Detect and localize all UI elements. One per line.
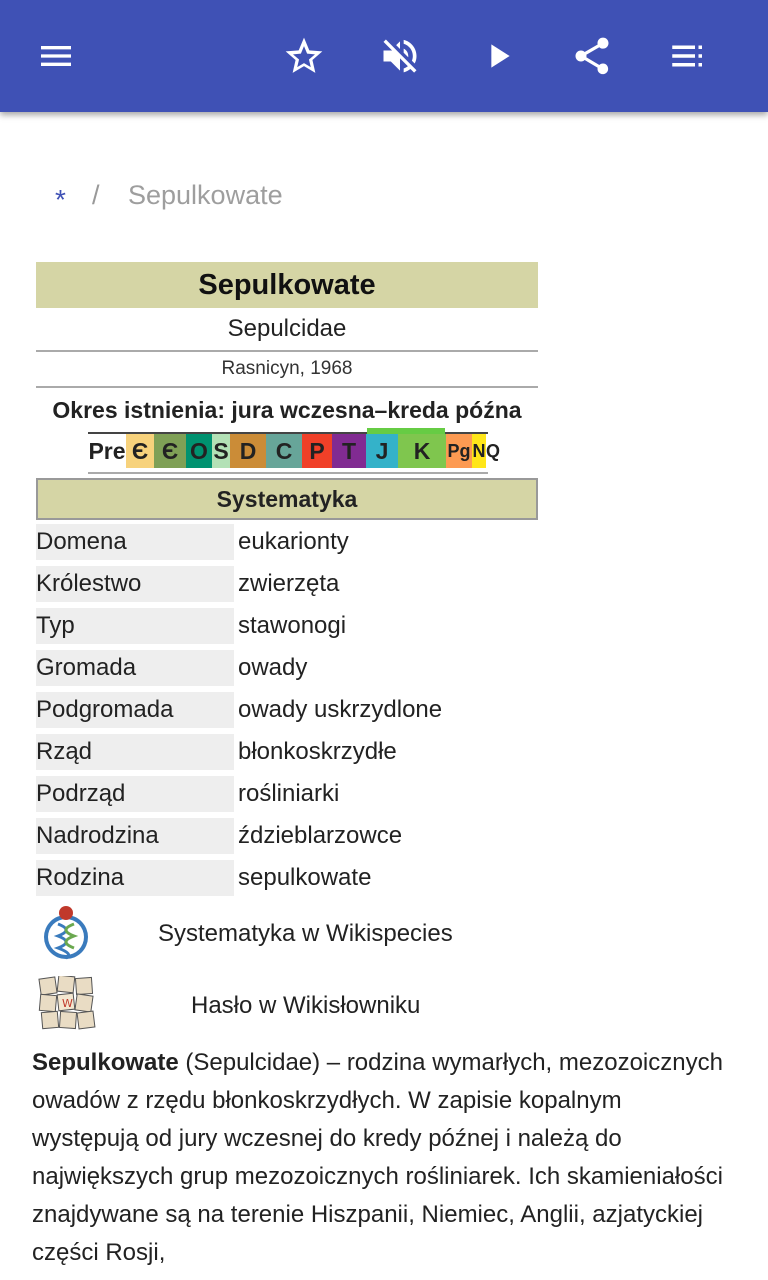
taxonomy-rank[interactable]: Domena (36, 524, 234, 560)
timeline-segment[interactable]: Pre (88, 434, 126, 468)
taxonomy-rank[interactable]: Typ (36, 608, 234, 644)
article-text: (Sepulcidae) – rodzina wymarłych, mezozoicznych owadów z rzędu błonkoskrzydłych. W zapisie kopalnym występują od jury wczesnej do kredy późnej i należą do największych grup mezozoicznych rośliniarek. Ich skamieniałości znajdywane są na terenie Hiszpanii, Niemiec, Anglii, azjatyckiej części Rosji, (32, 1049, 723, 1266)
taxonomy-row (36, 604, 538, 646)
taxonomy-rank[interactable]: Rząd (36, 734, 234, 770)
article-term: Sepulkowate (32, 1049, 179, 1076)
breadcrumb-separator: / (92, 180, 100, 210)
taxobox (36, 262, 538, 898)
taxonomy-rank[interactable]: Rodzina (36, 860, 234, 896)
timeline-segment[interactable]: K (398, 434, 446, 468)
taxonomy-value[interactable]: sepulkowate (238, 864, 372, 891)
taxonomy-value[interactable]: ździeblarzowce (238, 822, 403, 849)
timeline-segment[interactable]: N (472, 434, 486, 468)
taxonomy-value[interactable]: rośliniarki (238, 780, 340, 807)
taxonomy-row (36, 730, 538, 772)
mute-button[interactable] (372, 28, 428, 84)
taxonomy-row (36, 562, 538, 604)
timeline-segment[interactable]: Є (154, 434, 186, 468)
timeline-segment[interactable]: Pg (446, 434, 472, 468)
taxonomy-value[interactable]: owady (238, 654, 308, 681)
wikispecies-logo-icon (40, 904, 92, 962)
taxobox-author: Rasnicyn, 1968 (36, 352, 538, 388)
svg-text:W: W (62, 997, 73, 1010)
wikispecies-link[interactable]: Systematyka w Wikispecies (158, 920, 453, 947)
taxonomy-value[interactable]: zwierzęta (238, 570, 340, 597)
star-outline-icon (282, 34, 326, 78)
taxonomy-rank[interactable]: Królestwo (36, 566, 234, 602)
taxonomy-value[interactable]: eukarionty (238, 528, 349, 555)
timeline-segment[interactable]: C (266, 434, 302, 468)
wiktionary-link[interactable]: Hasło w Wikisłowniku (191, 992, 421, 1019)
timeline-segment[interactable]: Q (486, 434, 500, 468)
timeline-segment[interactable]: D (230, 434, 266, 468)
play-icon (478, 36, 518, 76)
timeline-segment[interactable]: S (212, 434, 230, 468)
taxonomy-value[interactable]: stawonogi (238, 612, 347, 639)
timeline-segment[interactable]: O (186, 434, 212, 468)
play-button[interactable] (470, 28, 526, 84)
taxonomy-value[interactable]: błonkoskrzydłe (238, 738, 397, 765)
breadcrumb-current: Sepulkowate (128, 180, 283, 210)
taxonomy-row (36, 814, 538, 856)
share-icon (570, 34, 614, 78)
favorite-button[interactable] (276, 28, 332, 84)
geologic-timeline (88, 432, 501, 474)
timeline-segment[interactable]: P (302, 434, 332, 468)
timeline-segment[interactable]: Є (126, 434, 154, 468)
taxonomy-row (36, 646, 538, 688)
systematics-header: Systematyka (36, 478, 538, 520)
taxonomy-row (36, 856, 538, 898)
taxonomy-rank[interactable]: Gromada (36, 650, 234, 686)
taxonomy-value[interactable]: owady uskrzydlone (238, 696, 443, 723)
taxobox-latin-name: Sepulcidae (36, 308, 538, 352)
taxonomy-rank[interactable]: Podrząd (36, 776, 234, 812)
menu-button[interactable] (28, 28, 84, 84)
wiktionary-logo-icon (38, 976, 96, 1030)
timeline-segment[interactable]: J (366, 434, 398, 468)
playlist-icon (667, 35, 709, 77)
taxonomy-rank[interactable]: Podgromada (36, 692, 234, 728)
contents-button[interactable] (660, 28, 716, 84)
app-bar (0, 0, 768, 112)
volume-off-icon (378, 34, 422, 78)
article-paragraph (32, 1044, 732, 1272)
taxonomy-row (36, 688, 538, 730)
breadcrumb-home-link[interactable]: * (55, 184, 66, 215)
taxonomy-row (36, 772, 538, 814)
taxonomy-row (36, 520, 538, 562)
share-button[interactable] (564, 28, 620, 84)
taxobox-period[interactable]: Okres istnienia: jura wczesna–kreda późna (52, 397, 522, 423)
menu-icon (36, 36, 76, 76)
timeline-segment[interactable]: T (332, 434, 366, 468)
taxonomy-rank[interactable]: Nadrodzina (36, 818, 234, 854)
taxobox-title: Sepulkowate (36, 262, 538, 308)
